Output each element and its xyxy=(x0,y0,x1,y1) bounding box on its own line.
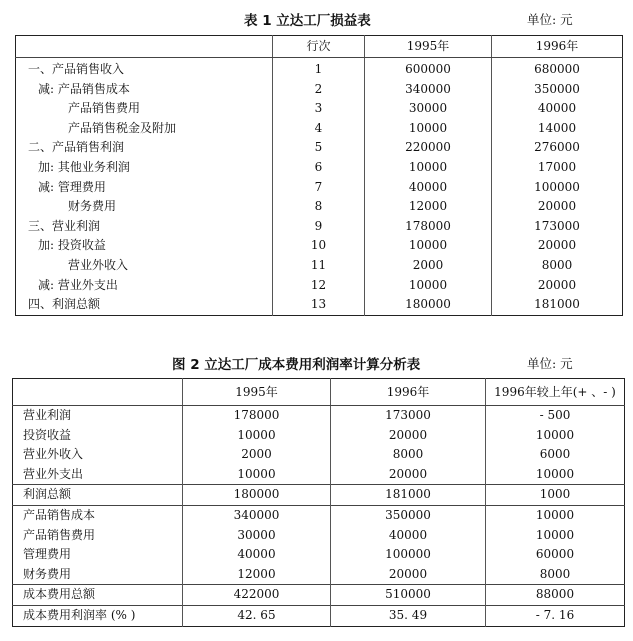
table2-row xyxy=(13,605,625,626)
row-label: 减: 营业外支出 xyxy=(38,277,118,292)
value-1995: 2000 xyxy=(365,256,492,276)
table2-header-change: 1996年较上年(+ 、- ) xyxy=(486,379,625,406)
table1-row xyxy=(16,217,623,237)
row-label: 减: 产品销售成本 xyxy=(38,81,130,96)
value-1995: 2000 xyxy=(183,445,331,465)
table1-row xyxy=(16,80,623,100)
value-1995: 12000 xyxy=(365,197,492,217)
value-1996: 35. 49 xyxy=(331,605,486,626)
table2-unit: 单位: 元 xyxy=(527,356,573,371)
row-label: 产品销售成本 xyxy=(13,505,183,525)
value-1995: 12000 xyxy=(183,565,331,585)
table2-title: 图 2 立达工厂成本费用利润率计算分析表 xyxy=(172,357,421,373)
change-vs-prior-year: 1000 xyxy=(486,485,625,506)
row-number: 13 xyxy=(273,295,365,315)
income-statement-table xyxy=(15,35,623,316)
row-label: 加: 投资收益 xyxy=(38,238,106,253)
table1-header-1996: 1996年 xyxy=(492,36,623,58)
row-label: 利润总额 xyxy=(13,485,183,506)
row-number: 7 xyxy=(273,178,365,198)
value-1996: 181000 xyxy=(331,485,486,506)
change-vs-prior-year: - 7. 16 xyxy=(486,605,625,626)
row-label: 管理费用 xyxy=(23,547,72,562)
row-label: 成本费用利润率 (% ) xyxy=(13,605,183,626)
row-number: 9 xyxy=(273,217,365,237)
change-vs-prior-year: 10000 xyxy=(486,526,625,546)
value-1995: 178000 xyxy=(183,406,331,426)
value-1995: 10000 xyxy=(183,426,331,446)
row-label: 营业利润 xyxy=(23,408,72,422)
row-label: 营业外支出 xyxy=(23,466,84,481)
row-number: 8 xyxy=(273,197,365,217)
row-number: 3 xyxy=(273,99,365,119)
value-1995: 10000 xyxy=(365,158,492,178)
row-label: 产品销售费用 xyxy=(23,527,96,542)
change-vs-prior-year: - 500 xyxy=(486,406,625,426)
row-label: 财务费用 xyxy=(23,566,72,581)
value-1996: 350000 xyxy=(492,80,623,100)
value-1996: 17000 xyxy=(492,158,623,178)
change-vs-prior-year: 88000 xyxy=(486,585,625,606)
row-label: 投资收益 xyxy=(23,427,72,442)
row-label: 产品销售税金及附加 xyxy=(68,120,177,135)
value-1996: 20000 xyxy=(331,426,486,446)
table2-header-1996: 1996年 xyxy=(331,379,486,406)
table2-row xyxy=(13,505,625,525)
value-1995: 10000 xyxy=(365,236,492,256)
change-vs-prior-year: 6000 xyxy=(486,445,625,465)
table2-header-row xyxy=(13,379,625,406)
change-vs-prior-year: 10000 xyxy=(486,465,625,485)
row-label: 营业外收入 xyxy=(23,447,84,462)
value-1995: 10000 xyxy=(183,465,331,485)
value-1995: 180000 xyxy=(183,485,331,506)
value-1996: 40000 xyxy=(331,526,486,546)
table2-row xyxy=(13,406,625,426)
value-1996: 20000 xyxy=(331,565,486,585)
table2-row xyxy=(13,445,625,465)
value-1995: 220000 xyxy=(365,138,492,158)
value-1995: 10000 xyxy=(365,119,492,139)
row-number: 5 xyxy=(273,138,365,158)
value-1996: 100000 xyxy=(492,178,623,198)
table1-row xyxy=(16,58,623,80)
row-label: 财务费用 xyxy=(68,199,117,214)
row-number: 4 xyxy=(273,119,365,139)
table1-row xyxy=(16,295,623,315)
table1-header-item xyxy=(16,36,273,58)
row-number: 12 xyxy=(273,276,365,296)
value-1996: 350000 xyxy=(331,505,486,525)
change-vs-prior-year: 10000 xyxy=(486,505,625,525)
table1-row xyxy=(16,138,623,158)
value-1995: 178000 xyxy=(365,217,492,237)
row-label: 加: 其他业务利润 xyxy=(38,159,130,174)
value-1995: 422000 xyxy=(183,585,331,606)
change-vs-prior-year: 60000 xyxy=(486,545,625,565)
value-1996: 680000 xyxy=(492,58,623,80)
row-number: 10 xyxy=(273,236,365,256)
row-label: 产品销售费用 xyxy=(68,101,141,116)
table1-row xyxy=(16,99,623,119)
value-1995: 340000 xyxy=(365,80,492,100)
table2-row xyxy=(13,426,625,446)
row-number: 2 xyxy=(273,80,365,100)
row-label: 减: 管理费用 xyxy=(38,179,106,194)
value-1996: 181000 xyxy=(492,295,623,315)
table1-row xyxy=(16,158,623,178)
table2-header-1995: 1995年 xyxy=(183,379,331,406)
change-vs-prior-year: 10000 xyxy=(486,426,625,446)
table2-row xyxy=(13,485,625,506)
table2-row xyxy=(13,585,625,606)
table2-header-item xyxy=(13,379,183,406)
table1-title: 表 1 立达工厂损益表 xyxy=(244,13,371,29)
row-label: 二、产品销售利润 xyxy=(28,140,125,155)
row-label: 四、利润总额 xyxy=(28,297,101,312)
value-1996: 173000 xyxy=(331,406,486,426)
table1-header-1995: 1995年 xyxy=(365,36,492,58)
table2-row xyxy=(13,545,625,565)
row-number: 1 xyxy=(273,58,365,80)
value-1996: 276000 xyxy=(492,138,623,158)
value-1996: 8000 xyxy=(331,445,486,465)
value-1995: 40000 xyxy=(365,178,492,198)
value-1995: 42. 65 xyxy=(183,605,331,626)
table1-unit: 单位: 元 xyxy=(527,12,573,27)
table1-row xyxy=(16,178,623,198)
value-1996: 20000 xyxy=(331,465,486,485)
change-vs-prior-year: 8000 xyxy=(486,565,625,585)
row-number: 6 xyxy=(273,158,365,178)
table1-row xyxy=(16,197,623,217)
table1-row xyxy=(16,236,623,256)
value-1996: 173000 xyxy=(492,217,623,237)
table2-row xyxy=(13,526,625,546)
table1-row xyxy=(16,276,623,296)
table2-row xyxy=(13,565,625,585)
value-1995: 10000 xyxy=(365,276,492,296)
value-1996: 510000 xyxy=(331,585,486,606)
value-1995: 30000 xyxy=(365,99,492,119)
value-1995: 40000 xyxy=(183,545,331,565)
value-1995: 180000 xyxy=(365,295,492,315)
table2-row xyxy=(13,465,625,485)
value-1996: 40000 xyxy=(492,99,623,119)
value-1996: 14000 xyxy=(492,119,623,139)
row-label: 三、营业利润 xyxy=(28,218,101,233)
value-1995: 340000 xyxy=(183,505,331,525)
row-label: 一、产品销售收入 xyxy=(28,62,125,76)
value-1996: 20000 xyxy=(492,276,623,296)
row-label: 营业外收入 xyxy=(68,257,129,272)
table1-header-row-no: 行次 xyxy=(273,36,365,58)
row-label: 成本费用总额 xyxy=(13,585,183,606)
cost-profit-analysis-table xyxy=(12,378,625,627)
value-1995: 30000 xyxy=(183,526,331,546)
table1-row xyxy=(16,119,623,139)
value-1996: 100000 xyxy=(331,545,486,565)
table1-header-row xyxy=(16,36,623,58)
table1-row xyxy=(16,256,623,276)
value-1995: 600000 xyxy=(365,58,492,80)
row-number: 11 xyxy=(273,256,365,276)
value-1996: 8000 xyxy=(492,256,623,276)
value-1996: 20000 xyxy=(492,236,623,256)
value-1996: 20000 xyxy=(492,197,623,217)
